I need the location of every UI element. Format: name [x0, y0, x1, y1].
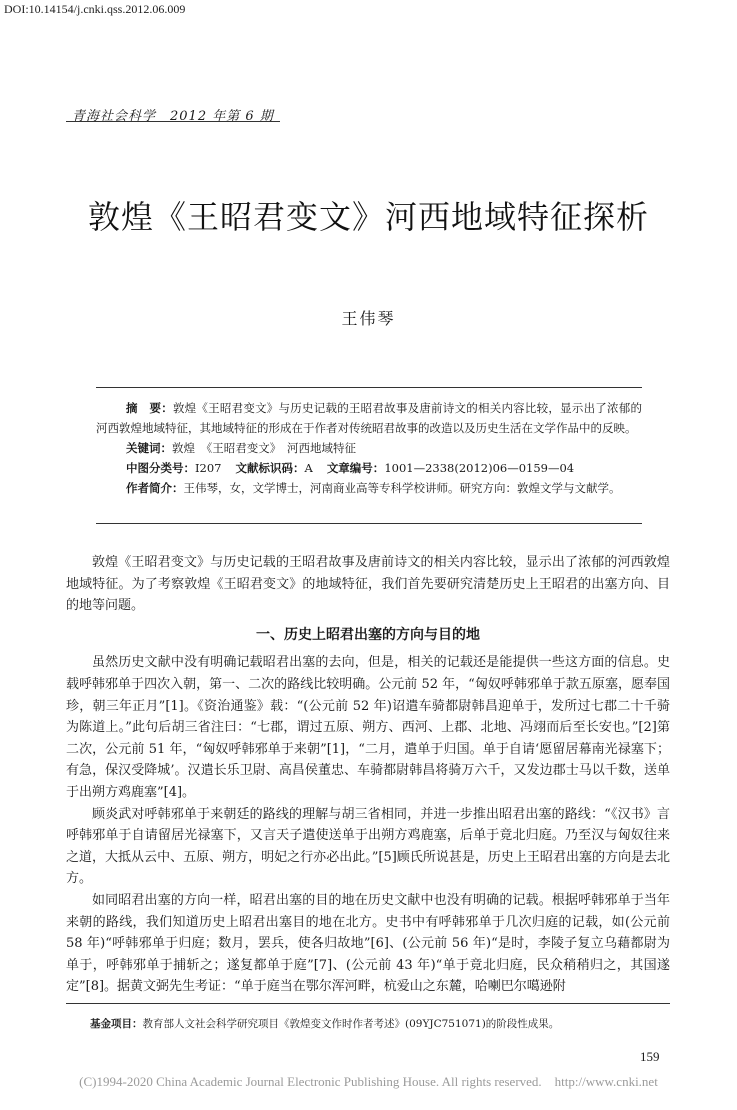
abstract-top-rule: [96, 387, 642, 388]
footnote-rule: [66, 1003, 670, 1004]
body-paragraph-1: 虽然历史文献中没有明确记载昭君出塞的去向，但是，相关的记载还是能提供一些这方面的信息。史载呼韩邪单于四次入朝，第一、二次的路线比较明确。公元前 52 年，“匈奴呼韩邪单于款五原塞，愿奉国珍，朝三年正月”[1]。《资治通鉴》载：“(公元前 52 年)诏遣车骑都尉韩昌迎单于，发所过七郡二十千骑为陈道上。”此句后胡三省注曰：“七郡，谓过五原、朔方、西河、上郡、北地、冯翊而后至长安也。”[2]第二次，公元前 51 年，“匈奴呼韩邪单于来朝”[1]，“二月，遣单于归国。单于自请‘愿留居幕南光禄塞下；有急，保汉受降城’。汉遣长乐卫尉、高昌侯董忠、车骑都尉韩昌将骑万六千，又发边郡士马以千数，送单于出朔方鸡鹿塞”[4]。: [66, 655, 670, 800]
section-heading: 一、历史上昭君出塞的方向与目的地: [256, 626, 480, 643]
article-title: 敦煌《王昭君变文》河西地域特征探析: [87, 198, 649, 236]
clc-value: I207: [195, 461, 222, 475]
classification-line: [96, 458, 642, 478]
article-no-label: 文章编号：: [326, 461, 385, 475]
abstract-paragraph: [96, 398, 642, 438]
copyright-line: (C)1994-2020 China Academic Journal Electronic Publishing House. All rights reserved. http://www.cnki.net: [79, 1074, 658, 1089]
keywords-label: 关键词：: [126, 441, 172, 455]
author-name: 王伟琴: [341, 309, 396, 328]
author-bio-line: [96, 478, 642, 498]
body-paragraph-2: 顾炎武对呼韩邪单于来朝廷的路线的理解与胡三省相同，并进一步推出昭君出塞的路线：“《汉书》言呼韩邪单于自请留居光禄塞下，又言天子遣使送单于出朔方鸡鹿塞，后单于竟北归庭。乃至汉与匈奴往来之道，大抵从云中、五原、朔方，明妃之行亦必出此。”[5]顾氏所说甚是，历史上王昭君出塞的方向是去北方。: [66, 806, 670, 887]
journal-header-rule: [66, 121, 280, 122]
funding-footnote: [90, 1016, 559, 1031]
abstract-bottom-rule: [96, 523, 642, 524]
doc-code-value: A: [304, 461, 313, 475]
abstract-label: 摘 要：: [126, 401, 173, 415]
footnote-text: 教育部人文社会科学研究项目《敦煌变文作时作者考述》(09YJC751071)的阶段性成果。: [142, 1018, 560, 1030]
keywords-line: [96, 438, 642, 458]
body-paragraph-3: 如同昭君出塞的方向一样，昭君出塞的目的地在历史文献中也没有明确的记载。根据呼韩邪单于当年来朝的路线，我们知道历史上昭君出塞目的地在北方。史书中有呼韩邪单于几次归庭的记载，如(公元前 58 年)“呼韩邪单于归庭；数月，罢兵，使各归故地”[6]、(公元前 56 年)“是时，李陵子复立乌藉都尉为单于，呼韩邪单于捕斩之；遂复都单于庭”[7]、(公元前 43 年)“单于竟北归庭，民众稍稍归之，其国遂定”[8]。据黄文弼先生考证：“单于庭当在鄂尔浑河畔，杭爱山之东麓，哈喇巴尔噶逊附: [66, 892, 670, 995]
abstract-block: [96, 398, 642, 498]
abstract-text: 敦煌《王昭君变文》与历史记载的王昭君故事及唐前诗文的相关内容比较，显示出了浓郁的河西敦煌地域特征，其地域特征的形成在于作者对传统昭君故事的改造以及历史生活在文学作品中的反映。: [96, 401, 643, 435]
doc-code-label: 文献标识码：: [235, 461, 305, 475]
footnote-label: 基金项目：: [90, 1018, 143, 1030]
keywords-text: 敦煌 《王昭君变文》 河西地域特征: [172, 441, 356, 455]
journal-header: 青海社会科学 2012 年第 6 期: [72, 109, 274, 124]
doi-line: DOI:10.14154/j.cnki.qss.2012.06.009: [4, 2, 186, 16]
body-text: [66, 552, 670, 998]
author-bio-label: 作者简介：: [126, 481, 184, 495]
clc-label: 中图分类号：: [126, 461, 195, 475]
article-no-value: 1001—2338(2012)06—0159—04: [384, 461, 575, 475]
author-bio-text: 王伟琴，女，文学博士，河南商业高等专科学校讲师。研究方向：敦煌文学与文献学。: [183, 481, 621, 495]
page-number: 159: [640, 1049, 660, 1064]
intro-paragraph: 敦煌《王昭君变文》与历史记载的王昭君故事及唐前诗文的相关内容比较，显示出了浓郁的河西敦煌地域特征。为了考察敦煌《王昭君变文》的地域特征，我们首先要研究清楚历史上王昭君的出塞方向、目的地等问题。: [66, 555, 670, 614]
